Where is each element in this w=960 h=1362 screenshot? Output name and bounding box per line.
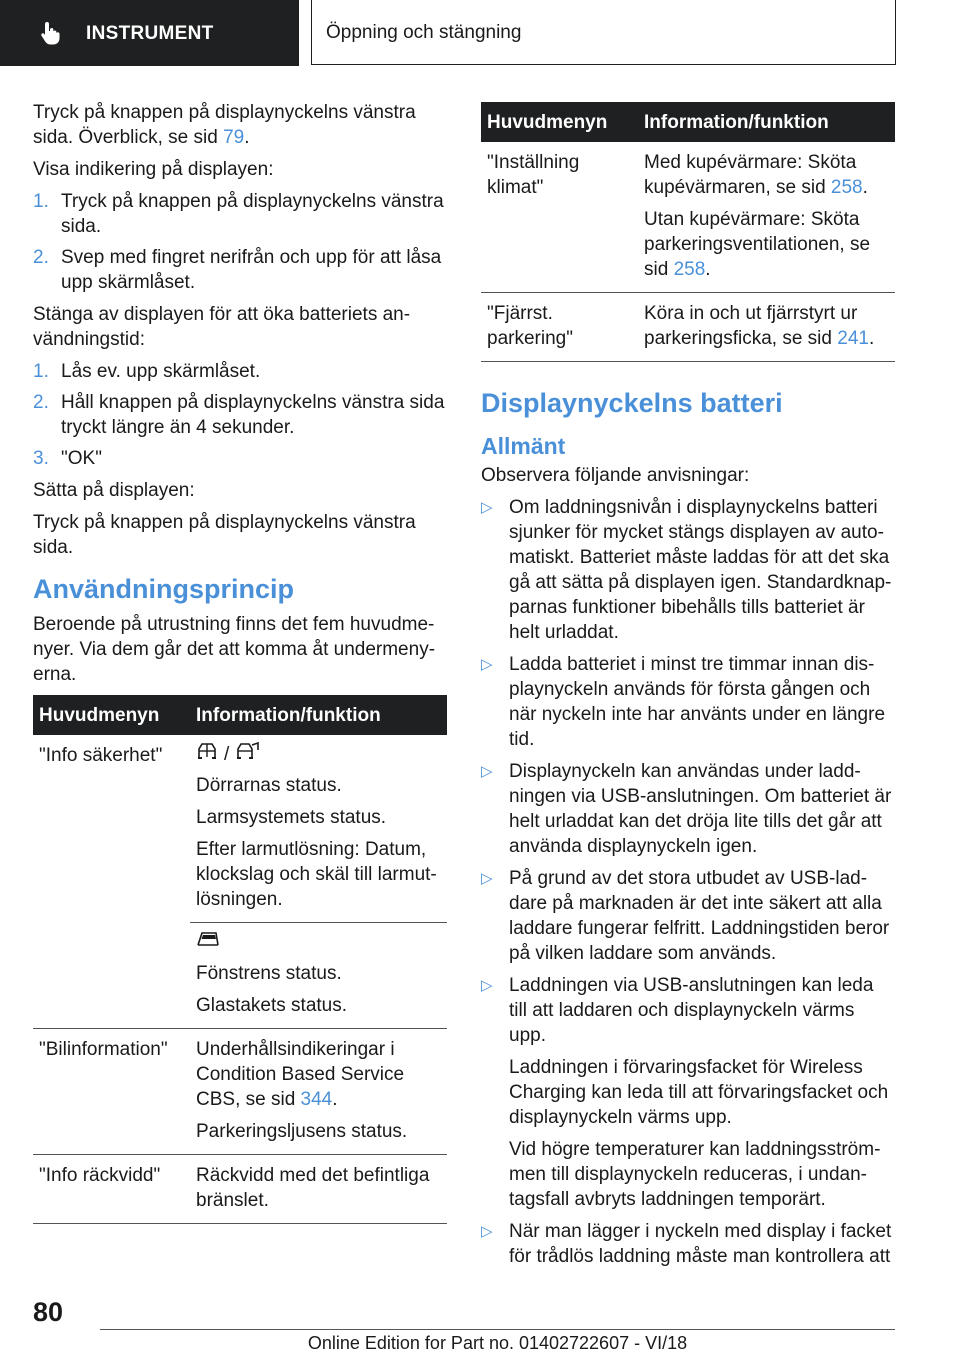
step-text: "OK" <box>61 448 102 469</box>
bullet-text: Laddningen i förvaringsfacket för Wireless Charging kan leda till att förvaringsfacket och displaynyckeln värms upp. <box>509 1057 889 1128</box>
page-ref-link[interactable]: 258 <box>830 177 863 198</box>
bullet-text: När man lägger i nyckeln med display i facket för trådlös laddning måste man kontrollera att <box>509 1221 892 1267</box>
step-text: Tryck på knappen på displaynyckelns vänstra sida. <box>61 191 444 237</box>
info-text <box>644 301 889 351</box>
paragraph: Stänga av displayen för att öka batteriets an-vändningstid: <box>33 304 411 350</box>
header-section-tab <box>0 0 299 66</box>
list-item <box>481 1219 895 1269</box>
triangle-bullet-icon: ▷ <box>481 499 493 516</box>
bullet-text: Om laddningsnivån i displaynyckelns batteri sjunker för mycket stängs displayen av auto-matiskt. Batteriet måste laddas för att det ska gå att sätta på displayen igen. Standardknap-parnas funktioner bibehålls tills batteriet är helt urladdat. <box>509 497 892 643</box>
table-header-menu: Huvudmenyn <box>33 695 190 735</box>
menu-table <box>481 102 895 362</box>
list-item <box>33 245 447 295</box>
triangle-bullet-icon: ▷ <box>481 763 493 780</box>
icon-row <box>196 743 441 765</box>
menu-cell: "Fjärrst. parkering" <box>481 293 638 362</box>
slash-separator: / <box>224 743 230 765</box>
page-ref-link[interactable]: 241 <box>837 328 869 349</box>
step-number: 3. <box>33 448 49 469</box>
table-header-menu: Huvudmenyn <box>481 102 638 142</box>
step-list <box>33 359 447 471</box>
right-column <box>481 102 895 1276</box>
text: Utan kupévärmare: Sköta parkeringsventilationen, se sid <box>644 209 871 280</box>
triangle-bullet-icon: ▷ <box>481 1223 493 1240</box>
menu-table <box>33 695 447 1224</box>
info-text: Räckvidd med det befintliga bränslet. <box>196 1165 430 1211</box>
footer-divider <box>100 1329 895 1330</box>
page-ref-link[interactable]: 79 <box>223 127 245 148</box>
text: Med kupévärmare: Sköta kupévärmaren, se sid <box>644 152 857 198</box>
bullet-list <box>481 495 895 1269</box>
text: . <box>868 328 875 349</box>
text: . <box>862 177 868 198</box>
hand-pointer-icon <box>38 20 64 46</box>
info-text: Parkeringsljusens status. <box>196 1121 408 1142</box>
section-label: INSTRUMENT <box>86 22 214 44</box>
triangle-bullet-icon: ▷ <box>481 656 493 673</box>
info-cell <box>190 735 447 923</box>
info-cell <box>190 1155 447 1224</box>
info-cell <box>190 923 447 1029</box>
bullet-text: Laddningen via USB-anslutningen kan leda till att laddaren och displaynyckeln värms upp. <box>509 975 874 1046</box>
step-number: 1. <box>33 361 49 382</box>
step-text: Svep med fingret nerifrån och upp för att låsa upp skärmlåset. <box>61 247 442 293</box>
chapter-title: Öppning och stängning <box>326 21 522 43</box>
bullet-text: På grund av det stora utbudet av USB-lad-dare på marknaden är det inte säkert att alla laddare fungerar felfritt. Laddningstiden beror på vilken laddare som används. <box>509 868 890 964</box>
list-item <box>33 446 447 471</box>
table-row <box>33 1029 447 1155</box>
triangle-bullet-icon: ▷ <box>481 870 493 887</box>
info-text: Dörrarnas status. <box>196 775 342 796</box>
bullet-text: Vid högre temperaturer kan laddningsström-men till displaynyckeln reduceras, i undan-tagsfall avbryts laddningen temporärt. <box>509 1139 881 1210</box>
text: Tryck på knappen på displaynyckelns vänstra sida. Överblick, se sid <box>33 102 416 148</box>
info-cell <box>638 293 895 362</box>
list-item <box>33 189 447 239</box>
list-item <box>481 866 895 966</box>
info-text: Fönstrens status. <box>196 963 342 984</box>
info-text: Glastakets status. <box>196 995 348 1016</box>
bullet-text: Displaynyckeln kan användas under ladd-ningen via USB-anslutningen. Om batteriet är helt urladdat kan det dröja lite tills det går att använda displaynyckeln igen. <box>509 761 892 857</box>
text: . <box>332 1089 338 1110</box>
paragraph: Sätta på displayen: <box>33 480 195 501</box>
text: Köra in och ut fjärrstyrt ur parkeringsficka, se sid <box>644 303 858 349</box>
paragraph: Beroende på utrustning finns det fem huvudme-nyer. Via dem går det att komma åt undermeny-erna. <box>33 614 436 685</box>
page-ref-link[interactable]: 344 <box>300 1089 333 1110</box>
header-chapter-tab <box>311 0 896 65</box>
list-item <box>481 495 895 645</box>
footer-edition: Online Edition for Part no. 01402722607 - VI/18 <box>307 1333 688 1353</box>
paragraph: Observera följande anvisningar: <box>481 465 750 486</box>
info-text: Efter larmutlösning: Datum, klockslag och skäl till larmut-lösningen. <box>196 839 437 910</box>
info-cell <box>638 142 895 293</box>
step-list <box>33 189 447 295</box>
page-ref-link[interactable]: 258 <box>673 259 706 280</box>
step-number: 2. <box>33 392 49 413</box>
menu-cell: "Bilinformation" <box>33 1029 190 1155</box>
triangle-bullet-icon: ▷ <box>481 977 493 994</box>
table-row <box>481 293 895 362</box>
table-row <box>33 1155 447 1224</box>
menu-cell: "Info säkerhet" <box>33 735 190 1029</box>
table-row <box>481 142 895 293</box>
info-cell <box>190 1029 447 1155</box>
left-column <box>33 100 447 1224</box>
step-number: 1. <box>33 191 49 212</box>
info-text: Larmsystemets status. <box>196 807 387 828</box>
car-window-icon <box>196 929 220 956</box>
subsection-heading: Allmänt <box>481 433 566 459</box>
list-item <box>33 359 447 384</box>
list-item <box>481 973 895 1212</box>
icon-row <box>196 931 441 953</box>
step-text: Lås ev. upp skärmlåset. <box>61 361 261 382</box>
text: . <box>244 127 250 148</box>
car-doors-closed-icon <box>196 741 218 768</box>
info-text <box>196 1037 441 1112</box>
step-number: 2. <box>33 247 49 268</box>
list-item <box>33 390 447 440</box>
table-row <box>33 735 447 923</box>
section-heading: Användningsprincip <box>33 574 295 604</box>
page-number: 80 <box>33 1297 64 1327</box>
info-text <box>644 207 889 282</box>
text: Underhållsindikeringar i Condition Based Service CBS, se sid <box>196 1039 405 1110</box>
step-text: Håll knappen på displaynyckelns vänstra sida tryckt längre än 4 sekunder. <box>61 392 445 438</box>
paragraph: Tryck på knappen på displaynyckelns vänstra sida. <box>33 512 416 558</box>
list-item <box>481 652 895 752</box>
list-item <box>481 759 895 859</box>
menu-cell: "Info räckvidd" <box>33 1155 190 1224</box>
table-header-info: Information/funktion <box>190 695 447 735</box>
info-text <box>644 150 889 200</box>
car-doors-open-icon <box>235 741 261 768</box>
bullet-text: Ladda batteriet i minst tre timmar innan dis-playnyckeln används för första gången och när nyckeln inte har använts under en längre tid. <box>509 654 886 750</box>
paragraph <box>33 100 447 150</box>
paragraph: Visa indikering på displayen: <box>33 159 274 180</box>
text: . <box>705 259 711 280</box>
table-header-info: Information/funktion <box>638 102 895 142</box>
menu-cell: "Inställning klimat" <box>481 142 638 293</box>
section-heading: Displaynyckelns batteri <box>481 388 783 418</box>
